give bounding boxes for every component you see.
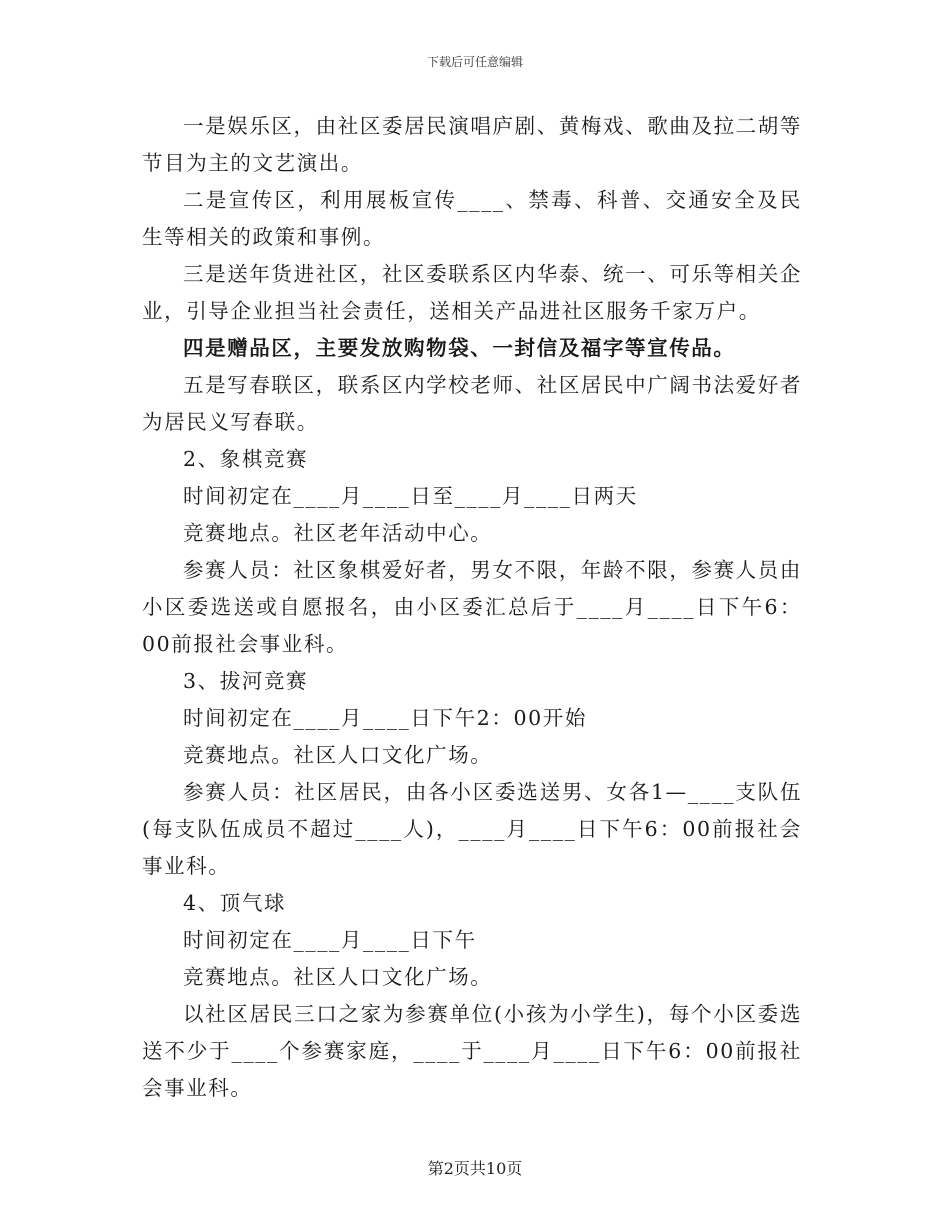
paragraph-chess-venue: 竞赛地点。社区老年活动中心。 xyxy=(183,521,493,545)
paragraph-entertainment-zone: 一是娱乐区，由社区委居民演唱庐剧、黄梅戏、歌曲及拉二胡等节目为主的文艺演出。 xyxy=(142,114,802,175)
section-heading-chess: 2、象棋竞赛 xyxy=(183,447,309,471)
paragraph-balloon-participants: 以社区居民三口之家为参赛单位(小孩为小学生)，每个小区委选送不少于____个参赛家庭，____于____月____日下午6：00前报社会事业科。 xyxy=(142,1002,802,1100)
page-header: 下载后可任意编辑 xyxy=(426,55,523,69)
paragraph-couplet-zone: 五是写春联区，联系区内学校老师、社区居民中广阔书法爱好者为居民义写春联。 xyxy=(142,373,802,434)
paragraph-balloon-time: 时间初定在____月____日下午 xyxy=(183,928,477,952)
paragraph-gift-zone: 四是赠品区，主要发放购物袋、一封信及福字等宣传品。 xyxy=(183,336,736,360)
paragraph-tug-participants: 参赛人员：社区居民，由各小区委选送男、女各1—____支队伍(每支队伍成员不超过____人)，____月____日下午6：00前报社会事业科。 xyxy=(142,780,802,878)
paragraph-tug-time: 时间初定在____月____日下午2：00开始 xyxy=(183,706,587,730)
section-heading-tug-of-war: 3、拔河竞赛 xyxy=(183,669,309,693)
paragraph-publicity-zone: 二是宣传区，利用展板宣传____、禁毒、科普、交通安全及民生等相关的政策和事例。 xyxy=(142,188,802,249)
paragraph-tug-venue: 竞赛地点。社区人口文化广场。 xyxy=(183,743,493,767)
paragraph-chess-participants: 参赛人员：社区象棋爱好者，男女不限，年龄不限，参赛人员由小区委选送或自愿报名，由小区委汇总后于____月____日下午6：00前报社会事业科。 xyxy=(142,558,802,656)
paragraph-new-year-goods: 三是送年货进社区，社区委联系区内华泰、统一、可乐等相关企业，引导企业担当社会责任，送相关产品进社区服务千家万户。 xyxy=(142,262,802,323)
section-heading-balloon: 4、顶气球 xyxy=(183,891,287,915)
page-number: 第2页共10页 xyxy=(427,1159,523,1178)
paragraph-balloon-venue: 竞赛地点。社区人口文化广场。 xyxy=(183,965,493,989)
document-body xyxy=(142,108,802,1107)
paragraph-chess-time: 时间初定在____月____日至____月____日两天 xyxy=(183,484,638,508)
